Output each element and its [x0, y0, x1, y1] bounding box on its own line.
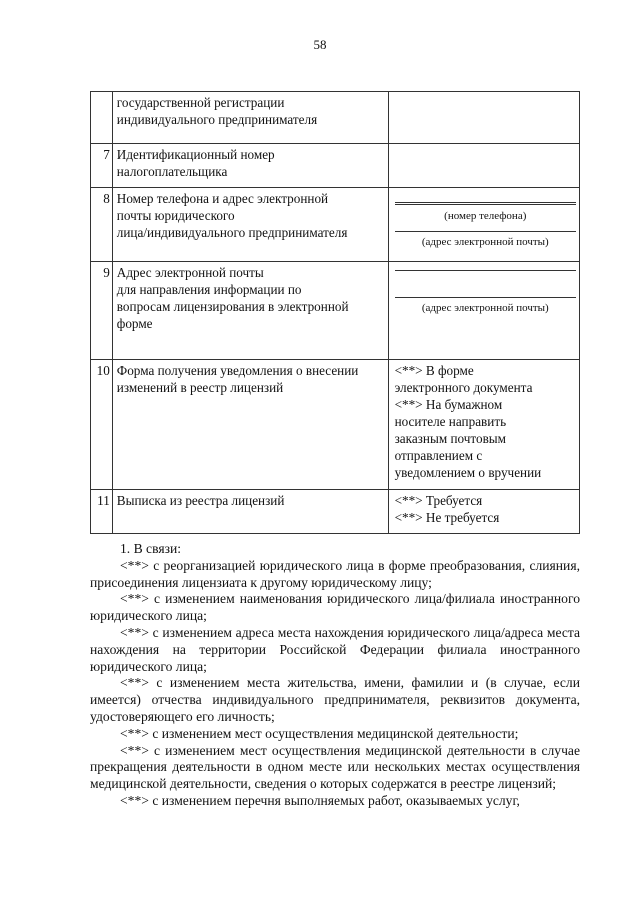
table-row [91, 360, 580, 490]
email-field[interactable] [395, 223, 576, 232]
notification-form-options [388, 360, 579, 490]
reasons-section [90, 541, 580, 810]
option-electronic[interactable]: <**> В форме [394, 363, 474, 378]
row-number: 11 [91, 490, 113, 534]
email-caption: (адрес электронной почты) [421, 236, 549, 248]
label-line: изменений в реестр лицензий [116, 380, 284, 395]
reason-item[interactable]: <**> с изменением места жительства, имени, фамилии и (в случае, если имеется) отчества индивидуального предпринимателя, реквизитов документа, удостоверяющего его личность; [90, 675, 580, 724]
row-label [112, 92, 388, 144]
label-line: вопросам лицензирования в электронной [116, 299, 349, 314]
label-line: государственной регистрации [116, 95, 285, 110]
label-line: Адрес электронной почты [116, 265, 264, 280]
row-label [112, 188, 388, 262]
phone-field[interactable] [395, 188, 576, 203]
reason-item[interactable]: <**> с изменением наименования юридического лица/филиала иностранного юридического лица; [90, 591, 580, 624]
table-row [91, 490, 580, 534]
option-required[interactable]: <**> Требуется [394, 493, 483, 508]
label-line: для направления информации по [116, 282, 302, 297]
label-line: налогоплательщика [116, 164, 228, 179]
row-label [112, 262, 388, 360]
row-number: 8 [91, 188, 113, 262]
label-line: почты юридического [116, 208, 235, 223]
label-line: лица/индивидуального предпринимателя [116, 225, 348, 240]
option-line: отправлением с [394, 448, 483, 463]
taxpayer-id-field[interactable] [388, 144, 579, 188]
table-row [91, 92, 580, 144]
email-caption: (адрес электронной почты) [421, 302, 549, 314]
extract-options [388, 490, 579, 534]
table-row [91, 262, 580, 360]
value-cell[interactable] [388, 92, 579, 144]
reason-item[interactable]: <**> с изменением адреса места нахождения юридического лица/адреса места нахождения на территории Российской Федерации филиала иностранного юридического лица; [90, 624, 580, 674]
label-line: форме [116, 316, 153, 331]
row-number: 7 [91, 144, 113, 188]
reason-item[interactable]: <**> с изменением перечня выполняемых работ, оказываемых услуг, [120, 792, 520, 808]
label-line: Выписка из реестра лицензий [116, 493, 285, 508]
option-line: носителе направить [394, 414, 507, 429]
contact-cell [388, 188, 579, 262]
reason-item[interactable]: <**> с реорганизацией юридического лица в форме преобразования, слияния, присоединения лицензиата к другому юридическому лицу; [90, 557, 580, 590]
row-number [91, 92, 113, 144]
row-label [112, 360, 388, 490]
notification-email-field[interactable] [395, 271, 576, 298]
application-form-table [90, 91, 580, 534]
label-line: индивидуального предпринимателя [116, 112, 318, 127]
label-line: Номер телефона и адрес электронной [116, 191, 329, 206]
option-line: электронного документа [394, 380, 533, 395]
option-not-required[interactable]: <**> Не требуется [394, 510, 500, 525]
option-paper[interactable]: <**> На бумажном [394, 397, 503, 412]
table-row [91, 144, 580, 188]
reason-item[interactable]: <**> с изменением мест осуществления медицинской деятельности в случае прекращения деятельности в одном месте или нескольких местах осуществления медицинской деятельности, сведения о которых содержатся в реестре лицензий; [90, 742, 580, 792]
option-line: заказным почтовым [394, 431, 507, 446]
notification-email-cell [388, 262, 579, 360]
label-line: Форма получения уведомления о внесении [116, 363, 359, 378]
row-label [112, 490, 388, 534]
row-label [112, 144, 388, 188]
reason-item[interactable]: <**> с изменением мест осуществления медицинской деятельности; [120, 725, 519, 741]
phone-caption: (номер телефона) [444, 210, 527, 222]
table-row [91, 188, 580, 262]
page-number: 58 [313, 37, 327, 52]
row-number: 10 [91, 360, 113, 490]
label-line: Идентификационный номер [116, 147, 275, 162]
row-number: 9 [91, 262, 113, 360]
option-line: уведомлением о вручении [394, 465, 542, 480]
section-heading: 1. В связи: [120, 541, 182, 556]
